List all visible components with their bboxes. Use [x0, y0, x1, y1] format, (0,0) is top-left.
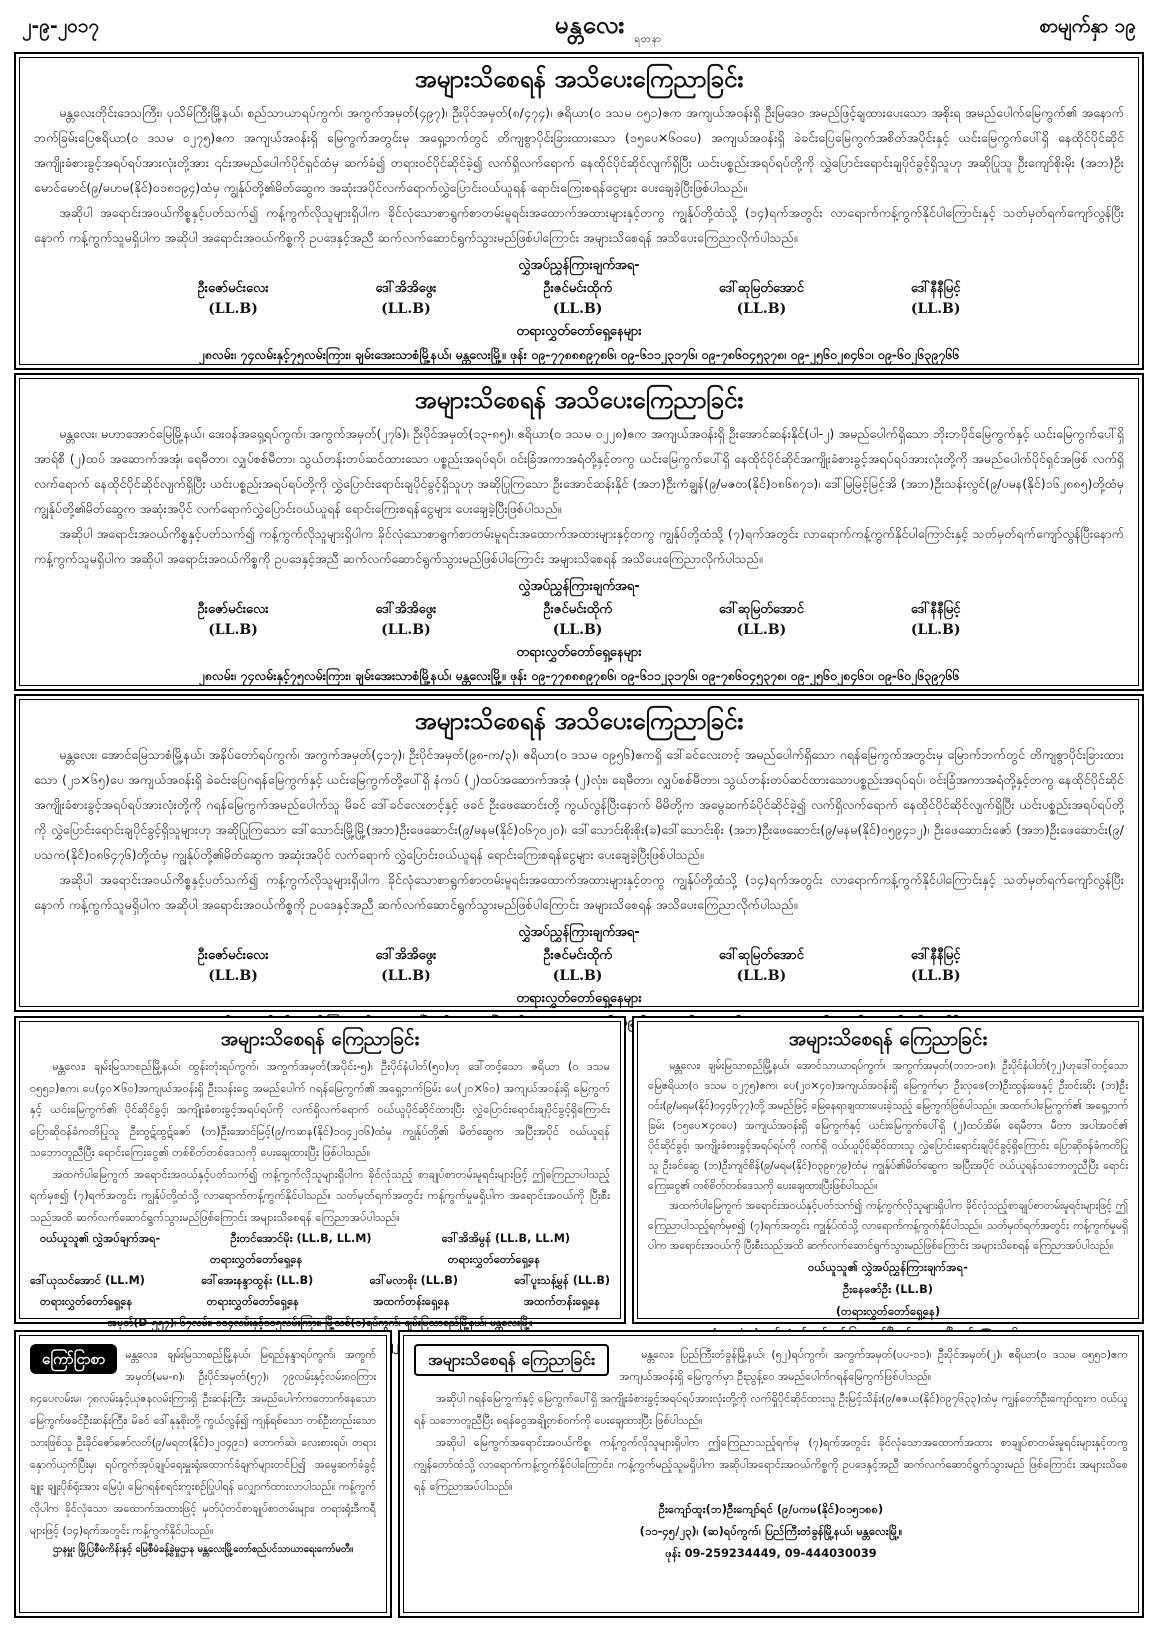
lawyer-degree: (LL.B) — [910, 968, 961, 984]
lawyer-name: ဒေါ်နီနီမြင့် — [910, 602, 961, 617]
notice-4-lawyer-e: ဒေါ်မလာစိုး (LL.B) — [369, 1274, 458, 1287]
notice-4-sign-row-2 — [30, 1249, 610, 1270]
notice-7-phone: ဖုန်း 09-259234449, 09-444030039 — [665, 1546, 877, 1560]
lawyer-degree: (LL.B) — [736, 622, 787, 638]
notice-7-pill — [414, 1344, 609, 1376]
notice-3-office: တရားလွှတ်တော်ရှေ့နေများ — [516, 991, 642, 1006]
notice-4-sign-row-3 — [30, 1270, 610, 1291]
lawyer-degree: (LL.B) — [381, 622, 431, 638]
newspaper-logo — [500, 4, 680, 46]
lawyer — [376, 278, 437, 320]
notice-2-authorized: လွှဲအပ်ညွှန်ကြားချက်အရ- — [518, 579, 640, 594]
notice-5-frame — [637, 1021, 1139, 1319]
notice-7 — [398, 1330, 1144, 1618]
lawyer — [543, 278, 612, 320]
notice-1-lawyers — [34, 278, 1124, 320]
notice-7-para-2: အဆိုပါ ဂရန်မြေကွက်နှင့် မြေကွက်ပေါ်ရှိ အကျိုးခံစားခွင့်အရပ်ရပ်အားလုံးတို့ကို လက်ရှိပိုင်ဆိုင်ထားသူ ဦးမြင့်သိန်း(၉/ဇဇယ(နိုင်)၀၉၇၆၃၃)ထံမှ ကျွန်တော်ဦးကျော်ထူးက ဝယ်ယူရန် သဘောတူညီပြီး စရန်ငွေအချို့တစ်ဝက်ကို ပေးချေထားပြီး ဖြစ်ပါသည်။ — [414, 1392, 1128, 1427]
notice-5-para-1: မန္တလေး၊ ချမ်းမြသာစည်မြို့နယ်၊ အောင်သာယာရပ်ကွက်၊ အကွက်အမှတ်(ဘဘ-၁၈)၊ ဦးပိုင်နံပါတ်(၇၂)ဟုဒေါ်တင့်သော မြေဧရိယာ(၀ ဒသမ ၀၂၇၅)ဧက၊ ပေ(၂၀×၄၀)အကျယ်အဝန်းရှိ မြေကွက်မှာ ဦးလှဖေ(ဘ)ဦးထွန်းဖေနှင့် ဦးဝင်းဆိုး (ဘ)ဦးဝင်း(၉/မရမ(နိုင်)၀၄၄၆၇၇)တို့ အမည်ဖြင့် မြေနေရာချထားပေးခဲ့သည့် မြေကွက်ဖြစ်ပါသည်။ အထက်ပါမြေကွက်၏ အရှေ့ဘက်ခြမ်း (၁၅ပေ×၄၀ပေ) အကျယ်အဝန်းရှိ မြေကွက်နှင့် ယင်းမြေကွက်ပေါ်ရှိ (၂)ထပ်အိမ်၊ ရေမီတာ၊ မီတာ အပါအဝင်၏ ပိုင်ဆိုင်ခွင့်၊ အကျိုးခံစားခွင့်အရပ်ရပ်ကို လက်ရှိ ဝယ်ယူပိုင်ဆိုင်ထားသူ လွှဲပြောင်းရောင်းချပိုင်ခွင့်ရှိကြောင်း ပြောဆိုဝန်ခံကတိပြုသူ ဦးခင်ဆွေ (ဘ)ဦးကျင်စိန်(၉/မရမ(နိုင်)၀၃၉၈၇၉)ထံမှ ကျွန်ုပ်၏မိတ်ဆွေက အပြီးအပိုင် ဝယ်ယူရန်သဘောတူညီပြီး ရောင်းကြေးငွေ၏ တစ်စိတ်တစ်ဒေသကို ပေးချေထားပြီးဖြစ်ပါသည်။ — [648, 1060, 1128, 1192]
notice-4-office-b: တရားလွှတ်တော်ရှေ့နေ — [447, 1253, 540, 1266]
lawyer — [911, 945, 961, 987]
notice-6 — [14, 1330, 392, 1618]
notice-4-lawyer-a: ဦးတင်အောင်မိုး (LL.B, LL.M) — [230, 1232, 372, 1245]
notice-1-frame — [19, 57, 1139, 365]
page-number: စာမျက်နှာ ၁၉ — [1039, 15, 1136, 37]
lawyer-degree: (LL.B) — [552, 622, 603, 638]
notice-2-lawyers — [34, 599, 1124, 641]
notice-4-role-f: အထက်တန်းရှေ့နေ — [523, 1295, 600, 1308]
lawyer-degree: (LL.B) — [552, 968, 603, 984]
notice-4-role-c: တရားလွှတ်တော်ရှေ့နေ — [40, 1295, 133, 1308]
notice-4-lawyer-d: ဒေါ်အေးနန္ဒာထွန်း (LL.B) — [201, 1274, 314, 1287]
lawyer — [376, 945, 437, 987]
notice-2-title: အများသိစေရန် အသိပေးကြေညာခြင်း — [414, 386, 744, 414]
notice-4 — [14, 1016, 626, 1329]
lawyer-degree: (LL.B) — [381, 301, 431, 317]
lawyer-name: ဦးဇော်မင်းလေး — [197, 948, 269, 963]
notice-1-address: ၂၈လမ်း၊ ၇၄လမ်းနှင့်၇၅လမ်းကြား၊ ချမ်းအေးသာစံမြို့နယ်၊ မန္တလေးမြို့။ ဖုန်း ၀၉-၇၇၈၈၈၉၇၈၆၊ ၀၉-၆၁၁၂၃၁၇၆၊ ၀၉-၇၈၆၀၄၅၃၇၈၊ ၀၉-၂၅၆၀၂၈၄၆၁၊ ၀၉-၆၀၂၆၃၉၇၆၆ — [198, 347, 960, 362]
notice-3-lawyers — [34, 945, 1124, 987]
lawyer — [376, 599, 437, 641]
notice-2 — [14, 373, 1144, 691]
logo-sub: ရတနာ — [634, 34, 662, 45]
notice-6-frame — [19, 1335, 387, 1613]
lawyer-degree: (LL.B) — [381, 968, 431, 984]
notice-7-label: အများသိစေရန် ကြေညာခြင်း — [414, 1344, 609, 1376]
lawyer — [543, 599, 612, 641]
notice-4-role-d: တရားလွှတ်တော်ရှေ့နေ — [206, 1295, 299, 1308]
lawyer — [719, 945, 804, 987]
page-header — [0, 0, 1158, 50]
lawyer — [197, 945, 268, 987]
lawyer-name: ဒေါ်နီနီမြင့် — [910, 948, 961, 963]
lawyer-degree: (LL.B) — [736, 968, 787, 984]
notice-4-para-2: အထက်ပါမြေကွက် အရောင်းအဝယ်နှင့်ပတ်သက်၍ ကန့်ကွက်လိုသူများရှိပါက ခိုင်လုံသည့် စာချုပ်စာတမ်းမူရင်းများဖြင့် ဤကြေညာပါသည့်ရက်မှစ၍ (၇)ရက်အတွင်း ကျွန်ုပ်တို့ထံသို့ လာရောက်ကန့်ကွက်နိုင်ပါသည်။ သတ်မှတ်ရက်အတွင်း ကန့်ကွက်မှုမရှိပါက အရောင်းအဝယ်ကို ပြီးစီးသည်အထိ ဆက်လက်ဆောင်ရွက်သွားမည်ဖြစ်ကြောင်း အများသိစေရန် ကြေညာအပ်ပါသည်။ — [30, 1167, 610, 1224]
notice-3-frame — [19, 699, 1139, 1007]
lawyer-name: ဒေါ်အိအိဖွေး — [375, 281, 437, 296]
lawyer-name: ဦးဇော်မင်းလေး — [197, 602, 269, 617]
notice-7-sign: ဦးကျော်ထူး(ဘ)ဦးကျော်ရင် (၉/ပကမ(နိုင်)၀၁၅၁၈၈) — [658, 1502, 884, 1516]
lawyer — [719, 599, 804, 641]
notice-4-lawyer-b: ဒေါ်အိအိမွန် (LL.B, LL.M) — [441, 1232, 570, 1245]
notice-3-para-2: အဆိုပါ အရောင်းအဝယ်ကိစ္စနှင့်ပတ်သက်၍ ကန့်ကွက်လိုသူများရှိပါက ခိုင်လုံသောစာရွက်စာတမ်းမူရင်းအထောက်အထားများနှင့်တကွ ကျွန်ုပ်တို့ထံသို့ (၁၄)ရက်အတွင်း လာရောက်ကန့်ကွက်နိုင်ပါကြောင်းနှင့် သတ်မှတ်ရက်ကျော်လွန်ပြီးနောက် ကန့်ကွက်သူမရှိပါက အဆိုပါ အရောင်းအဝယ်ကိစ္စကို ဥပဒေနှင့်အညီ ဆက်လက်ဆောင်ရွက်သွားမည်ဖြစ်ပါကြောင်း အများသိစေရန် အသိပေးကြေညာလိုက်ပါသည်။ — [34, 872, 1124, 912]
notice-6-label: ကြော်ငြာစာ — [30, 1344, 117, 1374]
notice-5-office: (တရားလွှတ်တော်ရှေ့နေ) — [835, 1304, 941, 1318]
notice-4-sign-row-4 — [30, 1291, 610, 1312]
lawyer-degree: (LL.B) — [910, 301, 961, 317]
notice-6-pill — [30, 1344, 117, 1374]
notice-5-para-2: အထက်ပါမြေကွက် အရောင်းအဝယ်နှင့်ပတ်သက်၍ ကန့်ကွက်လိုသူများရှိပါက ခိုင်လုံသည့်စာချုပ်စာတမ်းမူရင်းများဖြင့် ဤကြေညာပါသည့်ရက်မှစ၍ (၇)ရက်အတွင်း ကျွန်ုပ်ထံသို့ လာရောက်ကန့်ကွက်နိုင်ပါသည်။ သတ်မှတ်ရက်အတွင်း ကန့်ကွက်မှုမရှိပါက အရောင်းအဝယ်ကို ပြီးစီးသည်အထိ ဆက်လက်ဆောင်ရွက်သွားမည်ဖြစ်ကြောင်း အများသိစေရန် ကြေညာအပ်ပါသည်။ — [648, 1200, 1128, 1252]
lawyer-degree: (LL.B) — [208, 301, 258, 317]
lawyer — [911, 599, 961, 641]
notice-7-frame — [403, 1335, 1139, 1613]
notice-5 — [632, 1016, 1144, 1324]
notice-4-lawyer-f: ဒေါ်ပူးသန့်မွန် (LL.B) — [514, 1274, 610, 1287]
notice-2-para-1: မန္တလေး၊ မဟာအောင်မြေမြို့နယ်၊ ဒေးဝန်အရှေ့ရပ်ကွက်၊ အကွက်အမှတ်(၂၇၆)၊ ဦးပိုင်အမှတ်(၁၃-၈၅)၊ ဧရိယာ(၀ ဒသမ ၀၂၂၈)ဧက အကျယ်အဝန်းရှိ ဦးအောင်ဆန်းနိုင်(ပါ-၂) အမည်ပေါက်ရှိသော ဘိုးဘပိုင်မြေကွက်နှင့် ယင်းမြေကွက်ပေါ်ရှိ အာရ်စီ (၂)ထပ် အဆောက်အအုံ၊ ရေမီတာ၊ လျှပ်စစ်မီတာ၊ သွယ်တန်းတပ်ဆင်ထားသော ပစ္စည်းအရပ်ရပ်၊ ဝင်းခြံအကာအရံတို့နှင့်တကွ ယင်းမြေကွက်ပေါ်ရှိ နေထိုင်ပိုင်ဆိုင်အကျိုးခံစားခွင့်အရပ်ရပ်အားလုံးတို့ကို အမည်ပေါက်ပိုင်ရှင်အဖြစ် လက်ရှိလက်ရောက် နေထိုင်ပိုင်ဆိုင်လျက်ရှိပြီး ယင်းပစ္စည်းအရပ်ရပ်တို့ကို လွှဲပြောင်းရောင်းချပိုင်ခွင့်ရှိသူဟု အဆိုပြုကြသော ဦးအောင်ဆန်းနိုင် (အဘ)ဦးကံချွန်(၉/မဇတ(နိုင်)၀၈၆၈၇၁)၊ ဒေါ်မြမြင့်မြင့်အိ (အဘ)ဦးသန်းလွင်(၉/ပမန(နိုင်)၁၆၂၈၈၅)တို့ထံမှ ကျွန်ုပ်တို့၏မိတ်ဆွေက အဆုံးအပိုင် လက်ရောက်လွှဲပြောင်းဝယ်ယူရန် ရောင်းကြေးစရန်ငွေများ ပေးချေခဲ့ပြီးဖြစ်ပါသည်။ — [34, 426, 1124, 516]
notice-2-frame — [19, 378, 1139, 686]
lawyer — [719, 278, 804, 320]
notice-4-para-1: မန္တလေး၊ ချမ်းမြသာစည်မြို့နယ်၊ ထွန်းတုံးရပ်ကွက်၊ အကွက်အမှတ်(အပိုင်း-၅)၊ ဦးပိုင်နံပါတ်(၅၀)ဟု ဒေါ်တင့်သော ဇရိယာ (၀ ဒသမ ၀၅၅၁)ဧက၊ ပေ(၄၀×၆၀)အကျယ်အဝန်းရှိ ဦးသန်းငွေ အမည်ပေါက် ဂရန်မြေကွက်၏ အရှေ့ဘက်ခြမ်း ပေ(၂၀×၆၀) အကျယ်အဝန်းရှိ မြေကွက်နှင့် ယင်းမြေကွက်၏ ပိုင်ဆိုင်ခွင့်၊ အကျိုးခံစားခွင့်အရပ်ရပ်ကို လက်ရှိလက်ရောက် ဝယ်ယူပိုင်ဆိုင်ထားပြီး လွှဲပြောင်းရောင်းချပိုင်ခွင့်ရှိကြောင်း ပြောဆိုဝန်ခံကတိပြုသူ ဦးထွဋ်ထွဋ်ဇော် (ဘ)ဦးအောင်မြင့်(၉/ကဆန(နိုင်)၁၀၄၂၀၆)ထံမှ ကျွန်ုပ်တို့၏ မိတ်ဆွေက အပြီးအပိုင် ဝယ်ယူရန် သဘောတူညီပြီး ရောင်းကြေးငွေ၏ တစ်စိတ်တစ်ဒေသကို ပေးချေထားပြီး ဖြစ်ပါသည်။ — [30, 1060, 610, 1159]
notice-3 — [14, 694, 1144, 1012]
lawyer-degree: (LL.B) — [552, 301, 603, 317]
notice-7-address: (၁၁-၄၅/၂၃)၊ (ဆ)ရပ်ကွက်၊ ပြည်ကြီးတံခွန်မြို့နယ်၊ မန္တလေးမြို့။ — [639, 1524, 903, 1538]
lawyer — [197, 278, 268, 320]
notice-4-lawyer-c: ဒေါ်ယုသင်အောင် (LL.M) — [30, 1274, 145, 1287]
lawyer-name: ဒေါ်နီနီမြင့် — [910, 281, 961, 296]
notice-1 — [14, 52, 1144, 370]
lawyer-degree: (LL.B) — [208, 968, 258, 984]
notice-4-address: အမှတ်(D-၅၅၇)၊ ၆၇လမ်း၊ ၁၀၄လမ်းနှင့်၁၀၅လမ်းကြား၊ မြို့သစ်(၁)ရပ်ကွက်၊ ချမ်းမြသာစည်မြို့နယ်၊ မန္တလေးမြို့။ — [107, 1317, 533, 1329]
notice-5-lawyer: ဦးနေဇော်ဦး (LL.B) — [842, 1282, 934, 1296]
notice-7-para-1: မန္တလေး၊ ပြည်ကြီးတံခွန်မြို့နယ်၊ (၅၂)ရပ်ကွက်၊ အကွက်အမှတ်(ပပ-၁၁)၊ ဦးပိုင်အမှတ်(၂)၊ ဧရိယာ(၀ ဒသမ ၀၅၅၁)ဧက အကျယ်အဝန်းရှိ မြေကွက်မှာ ဦးညွန့်ဝေ အမည်ပေါက်ဂရန်မြေကွက်ဖြစ်ပါသည်။ — [619, 1348, 1128, 1383]
notice-3-para-1: မန္တလေး၊ အောင်မြေသာစံမြို့နယ်၊ အနိပ်တော်ရပ်ကွက်၊ အကွက်အမှတ်(၄၁၇)၊ ဦးပိုင်အမှတ်(၉၈-က/၃)၊ ဧရိယာ(၀ ဒသမ ၀၉၅၆)ဧကရှိ ဒေါ်ခင်လေးတင့် အမည်ပေါက်ရှိသော ဂရန်မြေကွက်အတွင်းမှ မြောက်ဘက်တွင် တိကျစွာပိုင်းခြားထားသော (၂၁×၆၅)ပေ အကျယ်အဝန်းရှိ ခဲခင်းပြေဂရန်မြေကွက်နှင့် ယင်းမြေကွက်တို့ပေါ်ရှိ နံကပ် (၂)ထပ်အဆောက်အအုံ (၂)လုံး၊ ရေမီတာ၊ လျှပ်စစ်မီတာ၊ သွယ်တန်းတပ်ဆင်ထားသောပစ္စည်းအရပ်ရပ်၊ ဝင်းခြံအကာအရံတို့နှင့်တကွ နေထိုင်ပိုင်ဆိုင်အကျိုးခံစားခွင့်အရပ်ရပ်အားလုံးတို့ကို ဂရန်မြေကွက်အမည်ပေါက်သူ မိခင် ဒေါ်ခင်လေးတင့်နှင့် ဖခင် ဦးဖေဆောင်းတို့ ကွယ်လွန်ပြီးနောက် မိမိတို့က အမွေဆက်ခံပိုင်ဆိုင်ခဲ့၍ လက်ရှိလက်ရောက် နေထိုင်ပိုင်ဆိုင်လျက်ရှိပြီး ယင်းပစ္စည်းအရပ်ရပ်တို့ကို လွှဲပြောင်းရောင်းချပိုင်ခွင့်ရှိသူများဟု အဆိုပြုကြသော ဒေါ်သောင်းမြို့မြို့(အဘ)ဦးဖေဆောင်း(၉/မနမ(နိုင်)၀၆၇၀၂၀)၊ ဒေါ်သောင်းစိုးစိုး(ခ)ဒေါ်သောင်းစိုး (အဘ)ဦးဖေဆောင်း(၉/မနမ(နိုင်)၀၅၉၄၁၂)၊ ဦးဖေဆောင်းဇော် (အဘ)ဦးဖေဆောင်း(၉/ပသက(နိုင်)၀၈၆၄၇၆)တို့ထံမှ ကျွန်ုပ်တို့၏မိတ်ဆွေက အဆုံးအပိုင် လက်ရောက် လွှဲပြောင်းဝယ်ယူရန် ရောင်းကြေးစရန်ငွေများ ပေးချေခဲ့ပြီးဖြစ်ပါသည်။ — [34, 747, 1124, 862]
lawyer-degree: (LL.B) — [208, 622, 258, 638]
lawyer-degree: (LL.B) — [910, 622, 961, 638]
notice-6-text: မန္တလေး၊ ချမ်းမြသာစည်မြို့နယ်၊ မြရည်နန္ဒာရပ်ကွက်၊ အကွက်အမှတ်(မမ-၈)၊ ဦးပိုင်အမှတ်(၅၇)၊ ၇၉လမ်းနှင့်လမ်း၈၀ကြား ၈၄ပေလမ်းမ၊ ၇၈လမ်းနှင့်ယုဇနလမ်းကြားရှိ ဦးဆန်းကြီး အမည်ပေါက်ကတောက်နေသောမြေကွက်ဖခင်ဦးဆန်းကြီး၊ မိခင် ဒေါ်နုနုစိုးတို့ ကွယ်လွန်၍ ကျန်ရစ်သော တစ်ဦးတည်းသော သားဖြစ်သူ ဦးခိုင်ဇော်ဇော်လတ်(၉/မရတ(နိုင်)၁၂၀၄၉၁) တောက်ဆဲ၊ လေးစားရပ်၊ တရားနှောက်ယှက်ပြီးမှ၊ ရပ်ကွက်အုပ်ချုပ်ရေးမှူးရုံးထောက်ခံချက်များတင်ပြ၍ အမွေဆက်ခံခွင့်ချူး ချူးပိုစ်ရုံးအား မြေပုံ၊ မြေဂရန်စရင်းကူးစဉ်ပြုပါရန် လျှောက်ထားလာပါသည်။ ကန့်ကွက်လိုပါက ခိုင်လုံသော အထောက်အထားဖြင့် မှတ်ပုံတင်စာချုပ်စာတမ်းများ၊ တရားရုံးဒီကရီများဖြင့် (၁၄)ရက်အတွင်း ကန့်ကွက်နိုင်ပါသည်။ — [30, 1348, 376, 1537]
lawyer-degree: (LL.B) — [736, 301, 787, 317]
notice-6-footer: ဌာနမှူး မြို့ပြစီမံကိန်းနှင့် မြေစီမံခန့်ခွဲမှုဌာန မန္တလေးမြို့တော်စည်ပင်သာယာရေးကော်မတီ။ — [52, 1544, 354, 1555]
issue-date: ၂-၉-၂၀၁၇ — [22, 15, 100, 37]
notice-1-para-1: မန္တလေးတိုင်းဒေသကြီး၊ ပုသိမ်ကြီးမြို့နယ်၊ စည်သာယာရပ်ကွက်၊ အကွက်အမှတ်(၄၉၇)၊ ဦးပိုင်အမှတ်(၈/၄၇၄)၊ ဇရိယာ(၀ ဒသမ ၀၅၁)ဧက အကျယ်အဝန်းရှိ ဦးမြဒေဝ အမည်ဖြင့်ချထားပေးသော အစိုးရ အမည်ပေါက်မြေကွက်၏ အနောက်ဘက်ခြမ်းပြေဧရိယာ(၀ ဒသမ ၀၂၇၅)ဧက အကျယ်အဝန်းရှိ မြေကွက်အတွင်းမှ အရှေ့ဘက်တွင် တိကျစွာပိုင်းခြားထားသော (၁၅ပေ×၆၀ပေ) အကျယ်အဝန်းရှိ ခဲခင်းပြေမြေကွက်အစိတ်အပိုင်းနှင့် ယင်းမြေကွက်ပေါ်ရှိ နေထိုင်ပိုင်ဆိုင်အကျိုးခံစားခွင့်အရပ်ရပ်အားလုံးတို့အား ၎င်းအမည်ပေါက်ပိုင်ရှင်ထံမှ ဆက်ခံ၍ တရားဝင်ပိုင်ဆိုင်ခဲ့၍ လက်ရှိလက်ရောက် နေထိုင်ပိုင်ဆိုင်လျက်ရှိပြီး ယင်းပစ္စည်းအရပ်ရပ်တို့ကို လွှဲပြောင်းရောင်းချပိုင်ခွင့်ရှိသူဟု အဆိုပြုသူ ဦးကျော်စိုးမိုး (အဘ)ဦးမောင်မောင်(၉/မဟမ(နိုင်)၀၁၈၁၉၄)ထံမှ ကျွန်ုပ်တို့၏မိတ်ဆွေက အဆုံးအပိုင်လက်ရောက်လွှဲပြောင်းဝယ်ယူရန် ရောင်းကြေးစရန်ငွေများ ပေးချေခဲ့ပြီးဖြစ်ပါသည်။ — [34, 105, 1124, 195]
lawyer-name: ဦးဇင်မင်းထိုက် — [543, 281, 612, 296]
notice-3-authorized: လွှဲအပ်ညွှန်ကြားချက်အရ- — [518, 925, 640, 940]
lawyer-name: ဦးဇော်မင်းလေး — [197, 281, 269, 296]
lawyer-name: ဦးဇင်မင်းထိုက် — [543, 602, 612, 617]
lawyer — [911, 278, 961, 320]
lawyer-name: ဒေါ်ဆုမြတ်အောင် — [718, 948, 804, 963]
notice-4-sign-row-1 — [30, 1228, 610, 1249]
notice-4-auth-label: ဝယ်ယူသူ၏ လွှဲအပ်ချက်အရ- — [40, 1232, 161, 1245]
notice-5-auth-label: ဝယ်ယူသူ၏ လွှဲအပ်ညွှန်ကြားချက်အရ- — [808, 1260, 968, 1274]
lawyer-name: ဒေါ်အိအိဖွေး — [375, 602, 437, 617]
lawyer-name: ဒေါ်ဆုမြတ်အောင် — [718, 281, 804, 296]
lawyer-name: ဒေါ်အိအိဖွေး — [375, 948, 437, 963]
logo-main: မန္တလေး — [554, 10, 626, 39]
notice-1-para-2: အဆိုပါ အရောင်းအဝယ်ကိစ္စနှင့်ပတ်သက်၍ ကန့်ကွက်လိုသူများရှိပါက ခိုင်လုံသောစာရွက်စာတမ်းမူရင်းအထောက်အထားများနှင့်တကွ ကျွန်ုပ်တို့ထံသို့ (၁၄)ရက်အတွင်း လာရောက်ကန့်ကွက်နိုင်ပါကြောင်းနှင့် သတ်မှတ်ရက်ကျော်လွန်ပြီးနောက် ကန့်ကွက်သူမရှိပါက အဆိုပါ အရောင်းအဝယ်ကိစ္စကို ဥပဒေနှင့်အညီ ဆက်လက်ဆောင်ရွက်သွားမည်ဖြစ်ပါကြောင်း အများသိစေရန် အသိပေးကြေညာလိုက်ပါသည်။ — [34, 205, 1124, 245]
lawyer-name: ဦးဇင်မင်းထိုက် — [543, 948, 612, 963]
lawyer — [543, 945, 612, 987]
notice-1-title: အများသိစေရန် အသိပေးကြေညာခြင်း — [414, 65, 744, 93]
notice-4-title: အများသိစေရန် ကြေညာခြင်း — [220, 1028, 420, 1050]
notice-1-office: တရားလွှတ်တော်ရှေ့နေများ — [516, 324, 642, 339]
notice-3-title: အများသိစေရန် အသိပေးကြေညာခြင်း — [414, 707, 744, 735]
notice-4-role-e: အထက်တန်းရှေ့နေ — [373, 1295, 450, 1308]
notice-4-office-a: တရားလွှတ်တော်ရှေ့နေ — [210, 1253, 303, 1266]
notice-5-title: အများသိစေရန် ကြေညာခြင်း — [788, 1028, 988, 1050]
notice-2-para-2: အဆိုပါ အရောင်းအဝယ်ကိစ္စနှင့်ပတ်သက်၍ ကန့်ကွက်လိုသူများရှိပါက ခိုင်လုံသောစာရွက်စာတမ်းမူရင်းအထောက်အထားများနှင့်တကွ ကျွန်ုပ်တို့ထံသို့ (၇)ရက်အတွင်း လာရောက်ကန့်ကွက်နိုင်ပါကြောင်းနှင့် သတ်မှတ်ရက်ကျော်လွန်ပြီးနောက် ကန့်ကွက်သူမရှိပါက အဆိုပါ အရောင်းအဝယ်ကိစ္စကို ဥပဒေနှင့်အညီ ဆက်လက်ဆောင်ရွက်သွားမည်ဖြစ်ပါကြောင်း အများသိစေရန် အသိပေးကြေညာလိုက်ပါသည်။ — [34, 526, 1124, 566]
lawyer — [197, 599, 268, 641]
notice-4-frame — [19, 1021, 621, 1329]
notice-1-authorized: လွှဲအပ်ညွှန်ကြားချက်အရ- — [518, 258, 640, 273]
notice-2-office: တရားလွှတ်တော်ရှေ့နေများ — [516, 645, 642, 660]
notice-7-para-3: အဆိုပါ မြေကွက်အရောင်းအဝယ်ကိစ္စ၊ ကန့်ကွက်လိုသူများရှိပါက ဤကြေညာသည့်ရက်မှ (၇)ရက်အတွင်း ခိုင်လုံသောအထောက်အထား စာချုပ်စာတမ်းမူရင်းများနှင့်တကွ ကျွန်တော်ထံသို့ လာရောက်ကန့်ကွက်နိုင်ပါကြောင်း၊ ကန့်ကွက်မည့်သူမရှိပါက အဆိုပါအရောင်းအဝယ်ကိစ္စကို ဥပဒေနှင့်အညီ ဆက်လက်ဆောင်ရွက်သွားမည် ဖြစ်ကြောင်း အများသိစေရန် ကြေညာအပ်ပါသည်။ — [414, 1436, 1128, 1493]
lawyer-name: ဒေါ်ဆုမြတ်အောင် — [718, 602, 804, 617]
notice-2-address: ၂၈လမ်း၊ ၇၄လမ်းနှင့်၇၅လမ်းကြား၊ ချမ်းအေးသာစံမြို့နယ်၊ မန္တလေးမြို့။ ဖုန်း ၀၉-၇၇၈၈၈၉၇၈၆၊ ၀၉-၆၁၁၂၃၁၇၆၊ ၀၉-၇၈၆၀၄၅၃၇၈၊ ၀၉-၂၅၆၀၂၈၄၆၁၊ ၀၉-၆၀၂၆၃၉၇၆၆ — [198, 668, 960, 683]
